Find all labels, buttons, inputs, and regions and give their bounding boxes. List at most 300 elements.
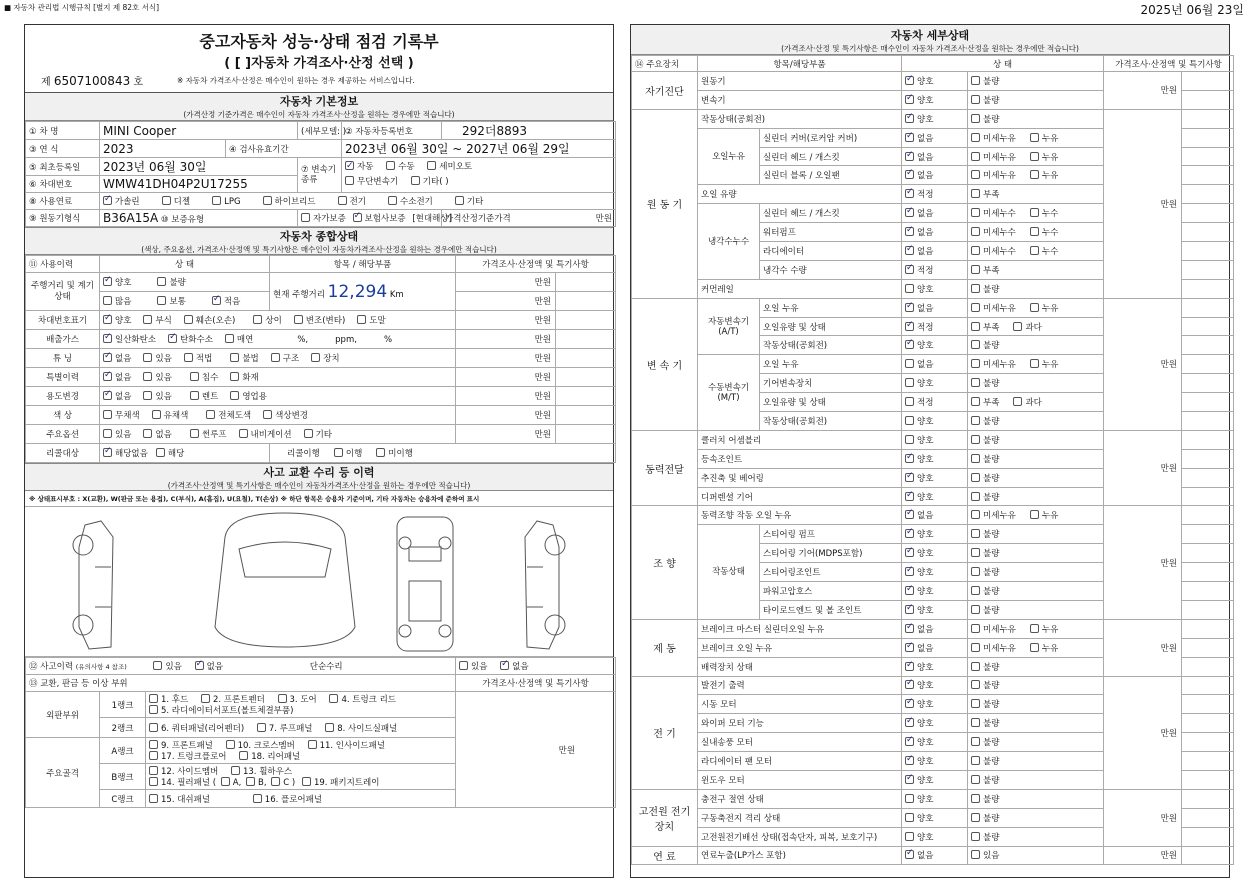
detail-opt-2-checkbox[interactable]: [1013, 397, 1022, 406]
detail-opt-1-option: [971, 377, 999, 389]
special-0-checkbox[interactable]: [103, 372, 112, 381]
detail-opt-2-checkbox[interactable]: [1030, 624, 1039, 633]
detail-opt-1-option: [971, 453, 999, 465]
checkbox-repair-no[interactable]: [500, 661, 509, 670]
detail-item-label: 실린더 커버(로커암 커버): [760, 128, 902, 147]
mileage-level-0-checkbox[interactable]: [103, 296, 112, 305]
detail-opt-1-option: [971, 679, 999, 691]
detail-opt-1-checkbox[interactable]: [971, 435, 980, 444]
detail-opt-a-checkbox[interactable]: [905, 492, 914, 501]
detail-opt-1-option: [971, 339, 999, 351]
detail-opt-a-checkbox[interactable]: [905, 813, 914, 822]
detail-state-secondary: [968, 242, 1104, 261]
usage-label: 용도변경: [26, 387, 100, 406]
detail-item-label: 브레이크 마스터 실린더오일 누유: [698, 619, 902, 638]
detail-opt-a-checkbox[interactable]: [905, 359, 914, 368]
fuel-5-checkbox[interactable]: [388, 196, 397, 205]
detail-opt-1-checkbox[interactable]: [971, 114, 980, 123]
detail-opt-a-checkbox[interactable]: [905, 454, 914, 463]
options-1-checkbox[interactable]: [143, 429, 152, 438]
tuning-1-checkbox[interactable]: [143, 353, 152, 362]
fuel-4-checkbox[interactable]: [338, 196, 347, 205]
detail-opt-2-label: 누유: [1041, 152, 1059, 163]
detail-opt-2-option: [1030, 169, 1058, 181]
insurer-value: [현대해상]: [412, 214, 452, 224]
detail-note: [1182, 90, 1234, 109]
detail-opt-1-checkbox[interactable]: [971, 832, 980, 841]
checkbox-trunk-floor[interactable]: [149, 751, 158, 760]
recall-label: 리콜대상: [26, 444, 100, 463]
detail-opt-a-checkbox[interactable]: [905, 529, 914, 538]
detail-opt-a-option: [905, 358, 933, 370]
detail-opt-1-checkbox[interactable]: [971, 756, 980, 765]
checkbox-pillar-c[interactable]: [271, 777, 280, 786]
checkbox-accident-yes[interactable]: [153, 661, 162, 670]
checkbox-repair-yes[interactable]: [459, 661, 468, 670]
fuel-4-label: 전기: [349, 197, 367, 207]
detail-state-secondary: [968, 487, 1104, 506]
usage-1-checkbox[interactable]: [143, 391, 152, 400]
detail-opt-2-checkbox[interactable]: [1030, 246, 1039, 255]
fuel-6-checkbox[interactable]: [455, 196, 464, 205]
detail-opt-a-label: 없음: [917, 246, 934, 257]
summary-row-gas: [26, 330, 616, 349]
checkbox-roof-panel[interactable]: [257, 723, 266, 732]
form-title: [25, 29, 613, 93]
checkbox-self-warranty[interactable]: [301, 213, 310, 222]
detail-opt-1-checkbox[interactable]: [971, 492, 980, 501]
detail-opt-1-label: 불량: [983, 435, 1000, 446]
detail-opt-a-option: [905, 793, 933, 805]
detail-opt-a-checkbox[interactable]: [905, 435, 914, 444]
detail-note: [1182, 223, 1234, 242]
basic-info-table: [25, 121, 616, 227]
detail-opt-1-label: 미세누유: [983, 624, 1016, 635]
detail-opt-2-checkbox[interactable]: [1030, 227, 1039, 236]
detail-state-primary: [902, 393, 968, 412]
options-3-checkbox[interactable]: [239, 429, 248, 438]
gas-2-checkbox[interactable]: [225, 334, 234, 343]
detail-note: [1182, 544, 1234, 563]
checkbox-rear-panel[interactable]: [239, 751, 248, 760]
detail-opt-1-checkbox[interactable]: [971, 850, 980, 859]
checkbox-front-panel[interactable]: [149, 740, 158, 749]
detail-group-price: 만원: [1104, 72, 1182, 110]
label-transmission: ⑦ 변속기종류: [298, 158, 342, 193]
detail-opt-1-checkbox[interactable]: [971, 152, 980, 161]
special-2-checkbox[interactable]: [190, 372, 199, 381]
mileage-level-1-checkbox[interactable]: [157, 296, 166, 305]
plate-note: [556, 311, 616, 330]
parts-price-header: 가격조사·산정액 및 특기사항: [456, 675, 616, 692]
detail-group-label: 제 동: [632, 619, 698, 676]
detail-opt-1-checkbox[interactable]: [971, 340, 980, 349]
detail-opt-a-option: [905, 132, 933, 144]
tuning-5-option: [311, 352, 339, 364]
detail-opt-2-checkbox[interactable]: [1013, 322, 1022, 331]
detail-item-label: 브레이크 오일 누유: [698, 638, 902, 657]
detail-opt-a-checkbox[interactable]: [905, 416, 914, 425]
mileage-state-1-option: [157, 276, 185, 288]
detail-opt-1-label: 불량: [983, 76, 1000, 87]
detail-opt-1-checkbox[interactable]: [971, 473, 980, 482]
detail-opt-2-checkbox[interactable]: [1030, 510, 1039, 519]
usage-1-option: [143, 390, 171, 402]
detail-opt-1-label: 불량: [983, 341, 1000, 352]
plate-1-checkbox[interactable]: [143, 315, 152, 324]
detail-opt-a-label: 양호: [917, 454, 934, 465]
detail-opt-a-checkbox[interactable]: [905, 567, 914, 576]
detail-opt-1-option: [971, 434, 999, 446]
checkbox-front-fender[interactable]: [201, 694, 210, 703]
detail-opt-a-checkbox[interactable]: [905, 114, 914, 123]
checkbox-door[interactable]: [278, 694, 287, 703]
detail-note: [1182, 374, 1234, 393]
detail-opt-1-checkbox[interactable]: [971, 303, 980, 312]
detail-opt-a-checkbox[interactable]: [905, 170, 914, 179]
checkbox-dash-panel[interactable]: [149, 794, 158, 803]
tuning-4-checkbox[interactable]: [271, 353, 280, 362]
detail-opt-a-checkbox[interactable]: [905, 76, 914, 85]
detail-opt-a-checkbox[interactable]: [905, 662, 914, 671]
detail-opt-1-label: 불량: [983, 530, 1000, 541]
detail-opt-a-option: [905, 566, 933, 578]
special-1-label: 있음: [155, 373, 172, 383]
detail-opt-1-checkbox[interactable]: [971, 624, 980, 633]
plate-label: 차대번호표기: [26, 311, 100, 330]
detail-opt-a-checkbox[interactable]: [905, 208, 914, 217]
detail-state-primary: [902, 846, 968, 865]
detail-opt-1-checkbox[interactable]: [971, 548, 980, 557]
checkbox-insurer-warranty[interactable]: [353, 213, 362, 222]
plate-2-label: 훼손(오손): [195, 316, 236, 326]
gas-1-option: [168, 333, 213, 345]
options-0-checkbox[interactable]: [103, 429, 112, 438]
right-panel: [630, 24, 1230, 878]
detail-state-primary: [902, 827, 968, 846]
record-number: 제 6507100843 호: [41, 74, 144, 88]
fuel-3-checkbox[interactable]: [263, 196, 272, 205]
detail-opt-1-option: [971, 415, 999, 427]
detail-opt-a-checkbox[interactable]: [905, 737, 914, 746]
checkbox-semi-auto[interactable]: [427, 161, 436, 170]
mileage-state-0-checkbox[interactable]: [103, 277, 112, 286]
detail-opt-1-option: [971, 491, 999, 503]
detail-opt-a-checkbox[interactable]: [905, 699, 914, 708]
recall-done-1-option: [376, 447, 413, 459]
basic-info-header: 자동차 기본정보 (가격산정 기준가격은 매수인이 자동차 가격조사·산정을 원하는 경우에만 적습니다): [25, 93, 613, 121]
detail-opt-1-checkbox[interactable]: [971, 567, 980, 576]
detail-opt-1-checkbox[interactable]: [971, 208, 980, 217]
detail-opt-a-checkbox[interactable]: [905, 284, 914, 293]
detail-opt-1-checkbox[interactable]: [971, 416, 980, 425]
checkbox-pillar-a[interactable]: [221, 777, 230, 786]
special-price: 만원: [456, 368, 556, 387]
detail-opt-a-checkbox[interactable]: [905, 680, 914, 689]
detail-state-secondary: [968, 412, 1104, 431]
detail-opt-a-checkbox[interactable]: [905, 643, 914, 652]
detail-note: [1182, 449, 1234, 468]
mileage-level-2-checkbox[interactable]: [212, 296, 221, 305]
usage-2-checkbox[interactable]: [190, 391, 199, 400]
detail-opt-a-checkbox[interactable]: [905, 832, 914, 841]
gas-1-checkbox[interactable]: [168, 334, 177, 343]
detail-opt-1-option: [971, 169, 1016, 181]
detail-opt-1-checkbox[interactable]: [971, 737, 980, 746]
fuel-1-checkbox[interactable]: [162, 196, 171, 205]
plate-price: 만원: [456, 311, 556, 330]
year-value: 2023: [100, 140, 226, 158]
detail-opt-2-checkbox[interactable]: [1030, 208, 1039, 217]
detail-opt-a-checkbox[interactable]: [905, 265, 914, 274]
detail-opt-a-checkbox[interactable]: [905, 718, 914, 727]
detail-opt-1-checkbox[interactable]: [971, 189, 980, 198]
checkbox-side-member[interactable]: [149, 766, 158, 775]
mileage-level-1-option: [157, 295, 185, 307]
detail-opt-2-label: 과다: [1025, 322, 1042, 333]
detail-opt-a-checkbox[interactable]: [905, 95, 914, 104]
detail-opt-1-checkbox[interactable]: [971, 454, 980, 463]
detail-note: [1182, 468, 1234, 487]
detail-opt-1-checkbox[interactable]: [971, 265, 980, 274]
plate-4-label: 변조(변타): [305, 316, 346, 326]
detail-item-label: 커먼레일: [698, 279, 902, 298]
usage-3-checkbox[interactable]: [230, 391, 239, 400]
recall-0-checkbox[interactable]: [103, 448, 112, 457]
checkbox-package-tray[interactable]: [302, 777, 311, 786]
checkbox-wheel-house[interactable]: [231, 766, 240, 775]
detail-opt-a-label: 양호: [917, 530, 934, 541]
detail-opt-a-checkbox[interactable]: [905, 850, 914, 859]
detail-note: [1182, 412, 1234, 431]
tuning-3-checkbox[interactable]: [230, 353, 239, 362]
detail-opt-a-checkbox[interactable]: [905, 624, 914, 633]
detail-opt-a-checkbox[interactable]: [905, 246, 914, 255]
detail-item-label: 디퍼렌셜 기어: [698, 487, 902, 506]
detail-opt-2-label: 누유: [1041, 643, 1059, 654]
detail-opt-a-checkbox[interactable]: [905, 152, 914, 161]
detail-opt-a-checkbox[interactable]: [905, 548, 914, 557]
detail-opt-a-checkbox[interactable]: [905, 510, 914, 519]
gas-price: 만원: [456, 330, 556, 349]
checkbox-trunk-lid[interactable]: [329, 694, 338, 703]
usage-price: 만원: [456, 387, 556, 406]
summary-header: 자동차 종합상태 (색상, 주요옵션, 가격조사·산정액 및 특기사항은 매수인이 자동차가격조사·산정을 원하는 경우에만 적습니다): [25, 227, 613, 255]
checkbox-manual[interactable]: [386, 161, 395, 170]
detail-note: [1182, 298, 1234, 317]
detail-row: [632, 298, 1234, 317]
recall-1-checkbox[interactable]: [156, 448, 165, 457]
detail-opt-2-checkbox[interactable]: [1030, 359, 1039, 368]
detail-opt-a-label: 없음: [917, 209, 934, 220]
checkbox-side-sill[interactable]: [325, 723, 334, 732]
detail-opt-2-label: 누수: [1041, 246, 1059, 257]
detail-opt-1-label: 미세누수: [983, 246, 1016, 257]
detail-opt-a-checkbox[interactable]: [905, 775, 914, 784]
detail-opt-1-checkbox[interactable]: [971, 284, 980, 293]
detail-opt-a-checkbox[interactable]: [905, 322, 914, 331]
detail-opt-1-checkbox[interactable]: [971, 662, 980, 671]
rank2-items: 6. 쿼터패널(리어펜더) 7. 루프패널 8. 사이드실패널: [146, 718, 456, 738]
tuning-0-checkbox[interactable]: [103, 353, 112, 362]
detail-opt-1-checkbox[interactable]: [971, 529, 980, 538]
special-3-checkbox[interactable]: [230, 372, 239, 381]
detail-opt-1-checkbox[interactable]: [971, 170, 980, 179]
checkbox-pillar-panel[interactable]: [149, 777, 158, 786]
detail-opt-1-checkbox[interactable]: [971, 95, 980, 104]
color-2-option: [206, 409, 251, 421]
color-3-checkbox[interactable]: [263, 410, 272, 419]
options-2-checkbox[interactable]: [190, 429, 199, 438]
detail-opt-a-checkbox[interactable]: [905, 794, 914, 803]
detail-opt-1-checkbox[interactable]: [971, 133, 980, 142]
checkbox-quarter-panel[interactable]: [149, 723, 158, 732]
plate-5-checkbox[interactable]: [357, 315, 366, 324]
detail-opt-1-option: [971, 585, 999, 597]
detail-group-label: 전 기: [632, 676, 698, 789]
detail-header: 자동차 세부상태 (가격조사·산정 및 특기사항은 매수인이 자동차 가격조사·산정을 원하는 경우에만 적습니다): [631, 25, 1229, 55]
detail-opt-1-checkbox[interactable]: [971, 718, 980, 727]
detail-opt-1-checkbox[interactable]: [971, 605, 980, 614]
checkbox-floor-panel[interactable]: [253, 794, 262, 803]
detail-opt-a-checkbox[interactable]: [905, 227, 914, 236]
submodel-label: (세부모델: ): [298, 122, 342, 140]
transmission-options: ✓자동 수동 세미오토 무단변속기 기타( ): [342, 158, 616, 193]
detail-opt-2-checkbox[interactable]: [1030, 133, 1039, 142]
tuning-5-checkbox[interactable]: [311, 353, 320, 362]
detail-state-primary: [902, 752, 968, 771]
detail-opt-1-option: [971, 151, 1016, 163]
tuning-2-label: 적법: [195, 354, 213, 364]
mileage-level-0-option: [103, 295, 131, 307]
detail-opt-1-option: [971, 566, 999, 578]
detail-opt-a-checkbox[interactable]: [905, 756, 914, 765]
gas-0-checkbox[interactable]: [103, 334, 112, 343]
plate-3-checkbox[interactable]: [253, 315, 262, 324]
checkbox-hood[interactable]: [149, 694, 158, 703]
detail-state-primary: [902, 336, 968, 355]
detail-state-primary: [902, 600, 968, 619]
detail-state-primary: [902, 166, 968, 185]
detail-opt-1-checkbox[interactable]: [971, 775, 980, 784]
detail-note: [1182, 657, 1234, 676]
detail-state-secondary: [968, 582, 1104, 601]
rank2-label: 2랭크: [100, 718, 146, 738]
detail-opt-1-option: [971, 113, 999, 125]
detail-opt-a-checkbox[interactable]: [905, 397, 914, 406]
color-1-checkbox[interactable]: [152, 410, 161, 419]
detail-opt-a-label: 양호: [917, 794, 934, 805]
label-reg-number: ② 자동차등록번호: [342, 122, 442, 140]
detail-opt-2-checkbox[interactable]: [1030, 643, 1039, 652]
car-side-right: [525, 521, 565, 649]
detail-opt-a-label: 없음: [917, 133, 934, 144]
detail-opt-1-checkbox[interactable]: [971, 378, 980, 387]
checkbox-other-trans[interactable]: [411, 176, 420, 185]
detail-opt-a-checkbox[interactable]: [905, 133, 914, 142]
detail-opt-2-checkbox[interactable]: [1030, 303, 1039, 312]
detail-item-label: 작동상태(공회전): [760, 336, 902, 355]
detail-opt-2-option: [1030, 245, 1058, 257]
detail-opt-2-checkbox[interactable]: [1030, 152, 1039, 161]
detail-opt-1-checkbox[interactable]: [971, 510, 980, 519]
detail-opt-a-option: [905, 226, 933, 238]
detail-opt-1-checkbox[interactable]: [971, 643, 980, 652]
checkbox-accident-no[interactable]: [195, 661, 204, 670]
fuel-0-checkbox[interactable]: [103, 196, 112, 205]
detail-state-secondary: [968, 563, 1104, 582]
detail-opt-1-checkbox[interactable]: [971, 586, 980, 595]
special-1-checkbox[interactable]: [143, 372, 152, 381]
plate-2-checkbox[interactable]: [184, 315, 193, 324]
checkbox-cvt[interactable]: [345, 176, 354, 185]
detail-opt-a-checkbox[interactable]: [905, 473, 914, 482]
detail-group-label: 고전원 전기장치: [632, 789, 698, 846]
usage-0-checkbox[interactable]: [103, 391, 112, 400]
detail-opt-1-label: 불량: [983, 813, 1000, 824]
detail-opt-a-checkbox[interactable]: [905, 189, 914, 198]
color-0-checkbox[interactable]: [103, 410, 112, 419]
plate-4-checkbox[interactable]: [294, 315, 303, 324]
detail-opt-a-checkbox[interactable]: [905, 340, 914, 349]
detail-opt-a-option: [905, 151, 933, 163]
detail-state-secondary: [968, 204, 1104, 223]
detail-opt-a-option: [905, 661, 933, 673]
detail-opt-1-option: [971, 831, 999, 843]
mileage-state-1-checkbox[interactable]: [157, 277, 166, 286]
options-4-checkbox[interactable]: [304, 429, 313, 438]
label-warranty: ⑩ 보증유형: [160, 215, 205, 225]
detail-opt-a-checkbox[interactable]: [905, 605, 914, 614]
checkbox-radiator-support[interactable]: [149, 705, 158, 714]
color-2-checkbox[interactable]: [206, 410, 215, 419]
detail-opt-1-option: [971, 812, 999, 824]
usage-0-label: 없음: [115, 392, 132, 402]
recall-done-0-checkbox[interactable]: [334, 448, 343, 457]
tuning-3-option: [230, 352, 258, 364]
detail-opt-1-option: [971, 94, 999, 106]
detail-opt-a-checkbox[interactable]: [905, 586, 914, 595]
detail-opt-1-checkbox[interactable]: [971, 397, 980, 406]
detail-opt-2-label: 누유: [1041, 133, 1059, 144]
detail-opt-1-checkbox[interactable]: [971, 813, 980, 822]
checkbox-inside-panel[interactable]: [308, 740, 317, 749]
detail-opt-1-label: 불량: [983, 492, 1000, 503]
detail-opt-2-checkbox[interactable]: [1030, 170, 1039, 179]
detail-opt-a-checkbox[interactable]: [905, 303, 914, 312]
recall-done-1-checkbox[interactable]: [376, 448, 385, 457]
detail-opt-1-checkbox[interactable]: [971, 359, 980, 368]
detail-opt-a-checkbox[interactable]: [905, 378, 914, 387]
detail-note: [1182, 279, 1234, 298]
fuel-2-checkbox[interactable]: [212, 196, 221, 205]
detail-opt-1-checkbox[interactable]: [971, 322, 980, 331]
tuning-2-checkbox[interactable]: [184, 353, 193, 362]
detail-opt-1-checkbox[interactable]: [971, 794, 980, 803]
plate-0-checkbox[interactable]: [103, 315, 112, 324]
detail-opt-1-option: [971, 604, 999, 616]
detail-opt-1-checkbox[interactable]: [971, 76, 980, 85]
detail-opt-1-checkbox[interactable]: [971, 246, 980, 255]
checkbox-auto[interactable]: [345, 161, 354, 170]
detail-opt-1-checkbox[interactable]: [971, 227, 980, 236]
detail-opt-a-option: [905, 264, 933, 276]
checkbox-pillar-b[interactable]: [246, 777, 255, 786]
detail-note: [1182, 582, 1234, 601]
detail-opt-1-checkbox[interactable]: [971, 699, 980, 708]
checkbox-cross-member[interactable]: [226, 740, 235, 749]
detail-opt-1-checkbox[interactable]: [971, 680, 980, 689]
